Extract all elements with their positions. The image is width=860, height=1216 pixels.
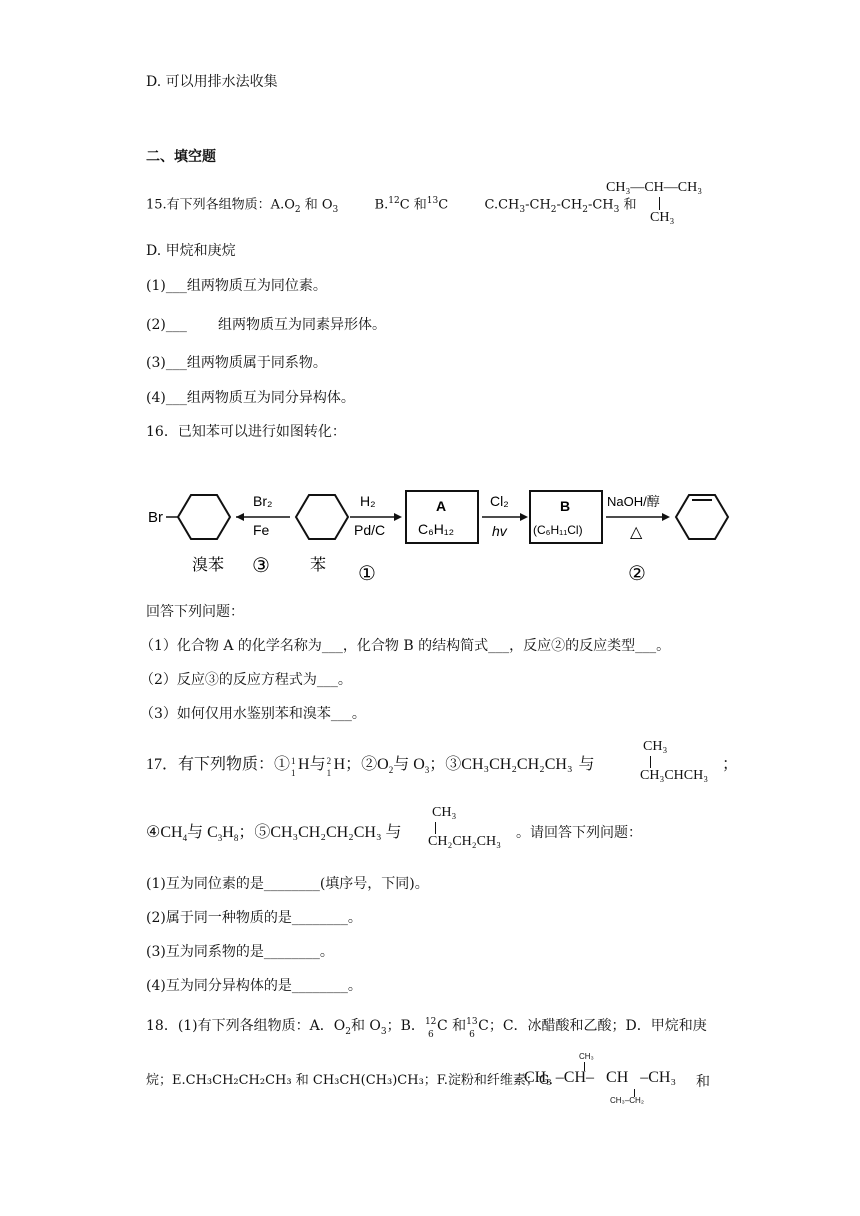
q18-iso2-numbers: 13 6 (466, 1017, 478, 1040)
r2-reagent-top: NaOH/醇 (607, 494, 660, 509)
q15-intro: 15.有下列各组物质：A.O (146, 197, 295, 213)
r3-reagent-top: Br₂ (253, 493, 273, 509)
q18-part-c: ；B． (386, 1018, 425, 1034)
cl-reagent-bottom: hv (492, 523, 507, 539)
q18-line-2: 烷；E.CH₃CH₂CH₂CH₃ 和 CH₃CH(CH₃)CH₃；F.淀粉和纤维素；G. (146, 1073, 553, 1088)
arrow-r2-head (662, 513, 670, 521)
bromo-label: Br (148, 509, 163, 526)
q17-struct2-bond (435, 822, 436, 834)
q17-blank-2: (2)属于同一种物质的是________。 (146, 910, 362, 926)
box-a-formula: C₆H₁₂ (418, 521, 455, 537)
q17-line-1: 17．有下列物质：① 1 1 H与 2 1 H；$②O_2$与 $O_3$；③CH₃CH₂CH₂CH₃ 与 (146, 756, 595, 778)
q14-option-d: D. 可以用排水法收集 (146, 74, 278, 90)
q15-blank-1: (1)___组两物质互为同位素。 (146, 278, 327, 294)
q17-iso1-numbers: 1 1 (291, 756, 296, 778)
box-a-label: A (436, 498, 447, 514)
q15-question-line: 15.有下列各组物质：$A.O_2$ 和 $O_3$ B.$^{12}$C 和$^{13}$C $C.CH_3-CH_2-CH_2-CH_3$ 和 (146, 196, 637, 215)
box-b-formula: (C₆H₁₁Cl) (533, 523, 583, 537)
label-bromobenzene: 溴苯 (192, 557, 225, 574)
q18-iso1-numbers: 12 6 (424, 1017, 437, 1040)
q17-struct2-bottom: CH₂CH₂CH₃ (428, 834, 501, 849)
q17-and-1: 与 (309, 756, 326, 773)
q18-struct-down: CH₃–CH₂ (610, 1096, 644, 1105)
r1-reagent-top: H₂ (360, 493, 376, 509)
r3-reagent-bottom: Fe (253, 522, 270, 538)
q17-struct1-bond (650, 756, 651, 768)
q16-sub-2: （2）反应③的反应方程式为___。 (140, 672, 352, 688)
q17-item-4: ④CH (146, 824, 183, 841)
q17-blank-3: (3)互为同系物的是________。 (146, 944, 334, 960)
arrow-r1-head (394, 513, 402, 521)
box-b-label: B (560, 498, 571, 514)
q18-part-b: 和 O (350, 1018, 381, 1034)
q17-isobutane-structure (640, 739, 712, 789)
q17-butane-structure (428, 805, 524, 855)
q18-part-a: 18．(1)有下列各组物质：A．O (146, 1018, 346, 1034)
q17-struct1-bottom: CH₃CHCH₃ (640, 768, 709, 783)
q18-part-d: C 和 (436, 1018, 467, 1034)
section-heading: 二、填空题 (146, 149, 216, 165)
q16-sub-1: （1）化合物 A 的化学名称为___，化合物 B 的结构简式___，反应②的反应类型___。 (140, 638, 671, 654)
q16-intro: 16．已知苯可以进行如图转化： (146, 424, 346, 440)
q18-struct-and: 和 (696, 1074, 710, 1090)
r2-reagent-bottom: △ (630, 524, 643, 541)
q16-sub-3: （3）如何仅用水鉴别苯和溴苯___。 (140, 706, 366, 722)
q17-item-3-prefix: ；③ (429, 756, 462, 773)
arrow-cl-head (520, 513, 528, 521)
q17-tail: 。请回答下列问题： (516, 825, 642, 841)
q15-intro-b: 和 O (304, 197, 333, 213)
arrow-r3-head (236, 513, 244, 521)
q15-option-b-mid: C 和 (399, 197, 427, 213)
q15-chain-2: -CH (556, 197, 583, 213)
r1-reagent-bottom: Pd/C (354, 522, 386, 538)
benzene-ring (296, 495, 348, 539)
q15-option-b-label: B. (374, 197, 389, 213)
q15-blank-2: (2)___ 组两物质互为同素异形体。 (146, 317, 386, 333)
q17-blank-4: (4)互为同分异构体的是________。 (146, 978, 362, 994)
q17-struct2-top: CH₃ (432, 805, 457, 820)
q18-part-e: C；C．冰醋酸和乙酸；D．甲烷和庚 (478, 1018, 707, 1034)
q17-item-4-mid: 与 C (187, 824, 218, 841)
q17-blank-1: (1)互为同位素的是________(填序号，下同)。 (146, 876, 429, 892)
q15-mass-12: 12 (388, 196, 400, 206)
q15-option-c-label: C.CH (484, 197, 520, 213)
q17-and-2: 与 (578, 756, 595, 773)
q15-option-c-and: 和 (623, 197, 637, 213)
q17-item-2-mid: 与 O (393, 756, 425, 773)
q17-item-2: ；②O (345, 756, 389, 773)
cyclohexene-ring (676, 495, 728, 539)
q17-semicolon: ； (722, 756, 739, 773)
q16-reaction-scheme (140, 478, 740, 588)
q17-item-3-chain: CH₃CH₂CH₂CH₃ (461, 756, 573, 773)
q15-structure-main: CH₃—CH—CH₃ (606, 180, 703, 195)
q15-option-b-end: C (438, 197, 449, 213)
q16-prompt: 回答下列问题： (146, 604, 244, 620)
label-benzene: 苯 (310, 557, 327, 574)
q18-struct-up: CH₃ (579, 1052, 594, 1061)
q17-item-5: ；⑤CH₃CH₂CH₂CH₃ 与 (238, 824, 402, 841)
q18-structure-g (524, 1052, 710, 1112)
q17-intro: 17．有下列物质：① (146, 756, 291, 773)
q15-mass-13: 13 (426, 196, 439, 206)
bromobenzene-ring (178, 495, 230, 539)
label-reaction-1: ① (358, 563, 376, 585)
q17-item-4-el: H (222, 824, 234, 841)
q15-blank-4: (4)___组两物质互为同分异构体。 (146, 390, 355, 406)
cl-reagent-top: Cl₂ (490, 493, 509, 509)
q15-structure-bond (659, 197, 660, 210)
q18-struct-main: CH₃ –CH– CH –CH₃ (524, 1069, 677, 1086)
q17-iso2-numbers: 2 1 (326, 756, 332, 778)
q17-iso2-el: H (333, 756, 346, 773)
q15-structure-branch: CH₃ (650, 210, 675, 225)
q17-line-2: $④CH_4$与 $C_3H_8$；⑤CH₃CH₂CH₂CH₃ 与 (146, 824, 402, 844)
q18-line-1: 18．(1)有下列各组物质：A．$O_2$和 $O_3$；B． 12 6 C 和 13 6 C；C．冰醋酸和乙酸；D．甲烷和庚 (146, 1017, 707, 1040)
q15-isobutane-structure (606, 180, 718, 228)
q15-chain-1: -CH (525, 197, 551, 213)
q17-iso1-el: H (298, 756, 310, 773)
q17-struct1-top: CH₃ (643, 739, 668, 754)
label-reaction-3: ③ (252, 555, 270, 577)
q15-blank-3: (3)___组两物质属于同系物。 (146, 355, 327, 371)
label-reaction-2: ② (628, 563, 646, 585)
q15-option-d: D. 甲烷和庚烷 (146, 243, 236, 259)
